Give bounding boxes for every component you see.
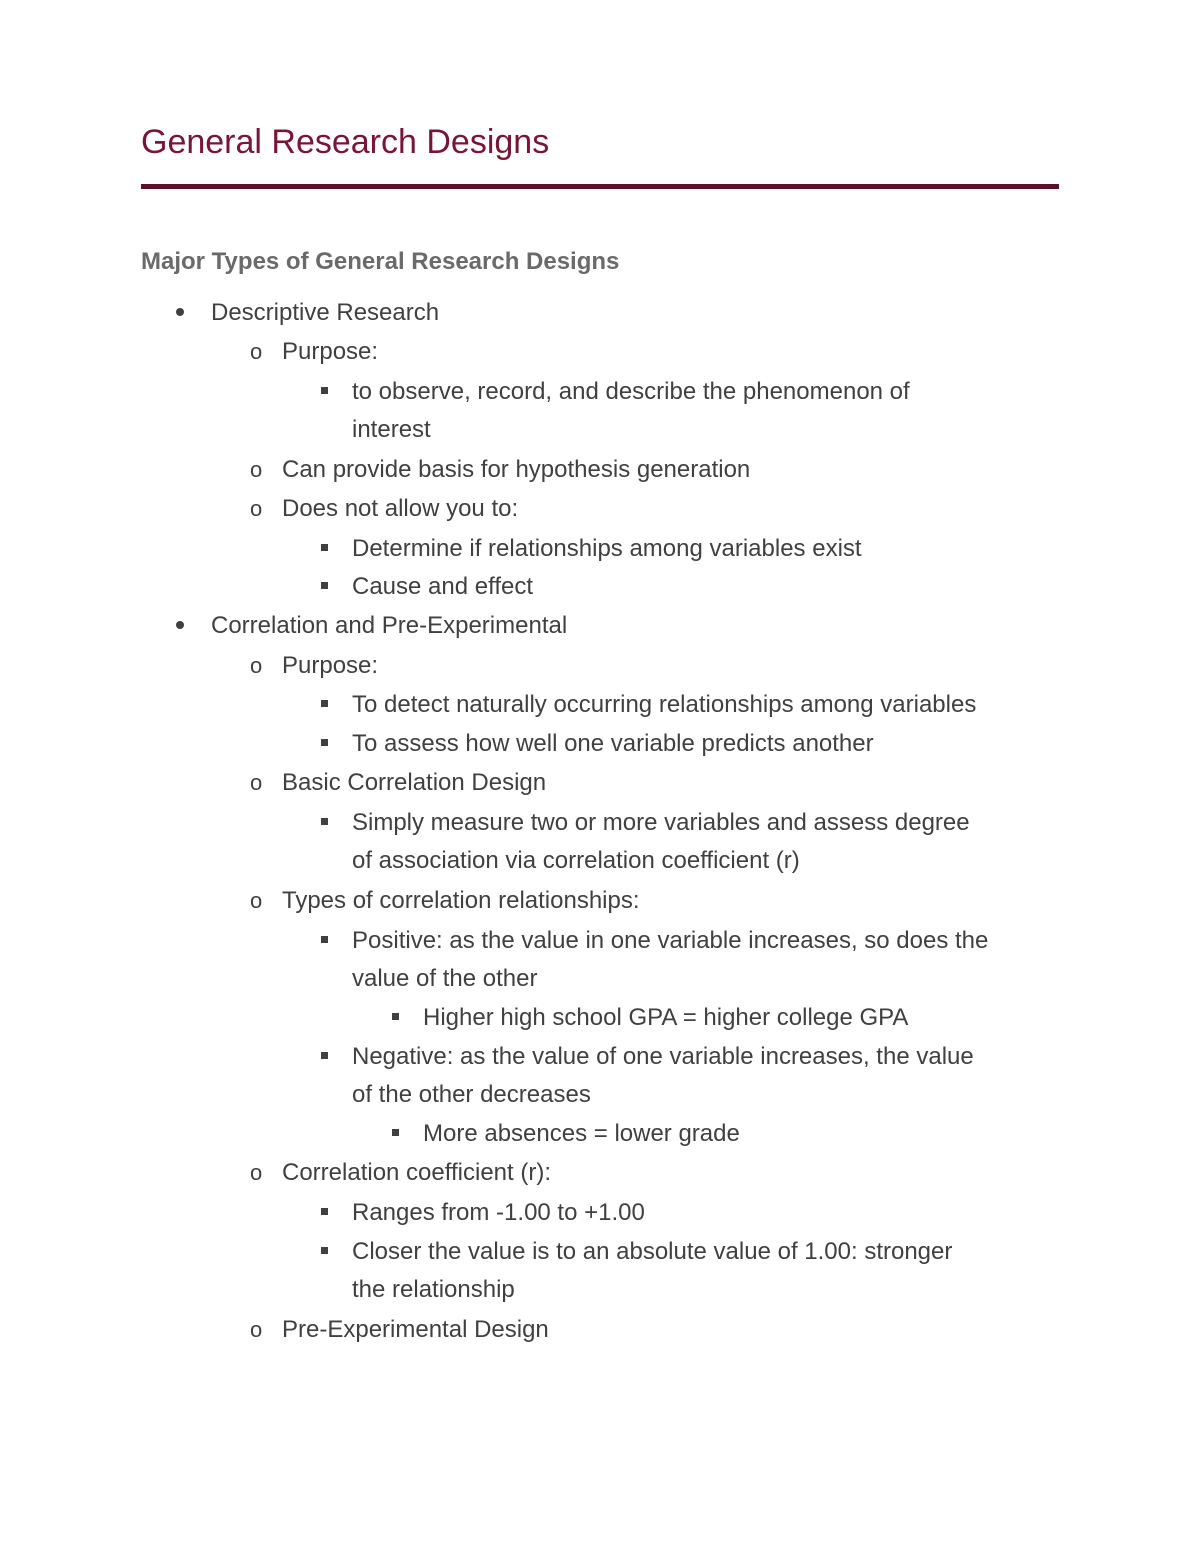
bullet-square xyxy=(321,387,328,394)
bullet-dot xyxy=(176,621,184,629)
list-item-level2: Does not allow you to: xyxy=(282,495,519,522)
list-item-level4: Higher high school GPA = higher college GPA xyxy=(423,1004,909,1031)
bullet-circle: o xyxy=(250,457,263,482)
list-item-level3: Positive: as the value in one variable increases, so does the xyxy=(352,927,989,954)
bullet-square xyxy=(321,818,328,825)
list-item-level3: Ranges from -1.00 to +1.00 xyxy=(352,1199,645,1226)
list-item-level3: Negative: as the value of one variable increases, the value xyxy=(352,1043,974,1070)
bullet-circle: o xyxy=(250,339,263,364)
list-item-continuation: interest xyxy=(352,416,431,443)
bullet-circle: o xyxy=(250,888,263,913)
section-heading: Major Types of General Research Designs xyxy=(141,248,620,275)
list-item-level2: Types of correlation relationships: xyxy=(282,887,640,914)
bullet-circle: o xyxy=(250,770,263,795)
list-item-level3: Simply measure two or more variables and assess degree xyxy=(352,809,970,836)
bullet-square xyxy=(321,582,328,589)
list-item-level2: Purpose: xyxy=(282,338,379,365)
bullet-circle: o xyxy=(250,496,263,521)
bullet-square xyxy=(321,739,328,746)
list-item-level2: Purpose: xyxy=(282,652,379,679)
list-item-level3: To detect naturally occurring relationships among variables xyxy=(352,691,977,718)
title-underline xyxy=(141,184,1059,189)
list-item-level2: Can provide basis for hypothesis generation xyxy=(282,456,751,483)
bullet-square xyxy=(392,1129,399,1136)
list-item-level3: To assess how well one variable predicts another xyxy=(352,730,874,757)
document-title: General Research Designs xyxy=(141,123,550,161)
bullet-circle: o xyxy=(250,1317,263,1342)
list-item-level1: Descriptive Research xyxy=(211,299,440,326)
bullet-square xyxy=(321,700,328,707)
bullet-square xyxy=(321,1052,328,1059)
list-item-level2: Pre-Experimental Design xyxy=(282,1316,549,1343)
list-item-continuation: of the other decreases xyxy=(352,1081,591,1108)
bullet-circle: o xyxy=(250,1160,263,1185)
list-item-level4: More absences = lower grade xyxy=(423,1120,740,1147)
bullet-square xyxy=(321,544,328,551)
list-item-level2: Basic Correlation Design xyxy=(282,769,547,796)
bullet-square xyxy=(321,936,328,943)
list-item-continuation: of association via correlation coefficient (r) xyxy=(352,847,800,874)
bullet-square xyxy=(321,1208,328,1215)
bullet-square xyxy=(392,1013,399,1020)
list-item-level1: Correlation and Pre-Experimental xyxy=(211,612,568,639)
list-item-level3: Closer the value is to an absolute value of 1.00: stronger xyxy=(352,1238,953,1265)
list-item-level2: Correlation coefficient (r): xyxy=(282,1159,551,1186)
list-item-level3: Cause and effect xyxy=(352,573,534,600)
list-item-continuation: the relationship xyxy=(352,1276,515,1303)
bullet-circle: o xyxy=(250,653,263,678)
bullet-dot xyxy=(176,308,184,316)
list-item-continuation: value of the other xyxy=(352,965,538,992)
list-item-level3: to observe, record, and describe the phenomenon of xyxy=(352,378,910,405)
bullet-square xyxy=(321,1247,328,1254)
list-item-level3: Determine if relationships among variables exist xyxy=(352,535,862,562)
